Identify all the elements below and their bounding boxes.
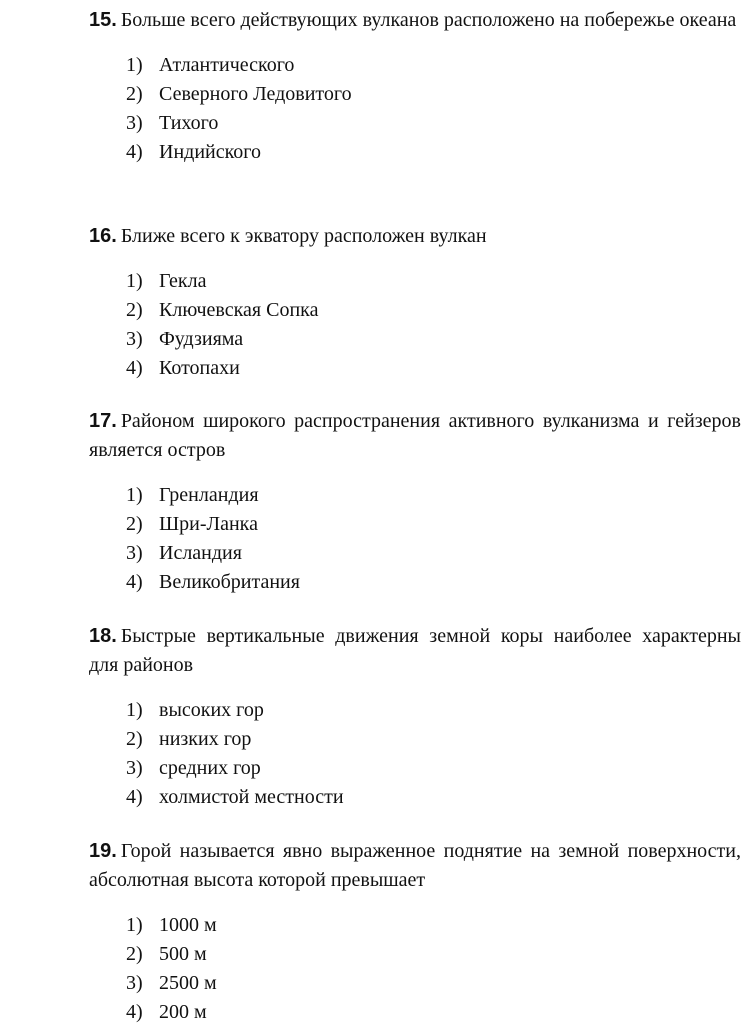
option-number: 4) (126, 141, 143, 163)
option-number: 3) (126, 757, 143, 779)
answer-option[interactable] (89, 296, 741, 325)
option-number: 1) (126, 270, 143, 292)
option-text: Исландия (159, 542, 242, 564)
option-number: 2) (126, 513, 143, 535)
option-text: высоких гор (159, 699, 264, 721)
answer-option[interactable] (89, 969, 741, 998)
answer-option[interactable] (89, 754, 741, 783)
answer-option[interactable] (89, 783, 741, 812)
option-text: низких гор (159, 728, 252, 750)
question-stem (89, 837, 741, 895)
question-number: 17. (89, 410, 117, 432)
option-text: 200 м (159, 1001, 207, 1023)
question-text: Больше всего действующих вулканов расположено на побережье океана (120, 9, 737, 31)
answer-option[interactable] (89, 998, 741, 1027)
answer-options (89, 911, 741, 1027)
option-number: 4) (126, 786, 143, 808)
option-number: 3) (126, 542, 143, 564)
option-text: Индийского (159, 141, 262, 163)
option-text: Шри-Ланка (159, 513, 258, 535)
option-number: 2) (126, 728, 143, 750)
answer-option[interactable] (89, 940, 741, 969)
option-number: 1) (126, 699, 143, 721)
option-number: 1) (126, 484, 143, 506)
option-text: 1000 м (159, 914, 217, 936)
option-number: 3) (126, 972, 143, 994)
question-text: Горой называется явно выраженное поднятие на земной поверхности, абсолютная высота которой превышает (89, 840, 741, 891)
answer-option[interactable] (89, 911, 741, 940)
option-text: 2500 м (159, 972, 217, 994)
question-number: 16. (89, 225, 117, 247)
question-stem (89, 6, 741, 35)
answer-option[interactable] (89, 354, 741, 383)
option-number: 1) (126, 54, 143, 76)
option-text: Фудзияма (159, 328, 244, 350)
answer-option[interactable] (89, 539, 741, 568)
question-text: Ближе всего к экватору расположен вулкан (120, 225, 487, 247)
question-stem (89, 222, 741, 251)
question-stem (89, 622, 741, 680)
question-number: 18. (89, 625, 117, 647)
question-text: Районом широкого распространения активного вулканизма и гейзеров является остров (89, 410, 741, 461)
answer-option[interactable] (89, 267, 741, 296)
option-text: холмистой местности (159, 786, 344, 808)
question-16 (89, 222, 741, 383)
option-text: Великобритания (159, 571, 300, 593)
answer-option[interactable] (89, 725, 741, 754)
question-number: 15. (89, 9, 117, 31)
option-text: Котопахи (159, 357, 240, 379)
answer-option[interactable] (89, 568, 741, 597)
answer-options (89, 267, 741, 383)
option-number: 3) (126, 328, 143, 350)
option-number: 4) (126, 357, 143, 379)
answer-options (89, 481, 741, 597)
option-number: 1) (126, 914, 143, 936)
option-text: Гекла (159, 270, 207, 292)
option-number: 3) (126, 112, 143, 134)
question-17 (89, 407, 741, 597)
option-number: 2) (126, 83, 143, 105)
option-text: Ключевская Сопка (159, 299, 319, 321)
answer-option[interactable] (89, 51, 741, 80)
option-number: 2) (126, 299, 143, 321)
answer-options (89, 696, 741, 812)
option-number: 2) (126, 943, 143, 965)
answer-option[interactable] (89, 109, 741, 138)
option-text: 500 м (159, 943, 207, 965)
answer-option[interactable] (89, 138, 741, 167)
question-text: Быстрые вертикальные движения земной коры наиболее характерны для районов (89, 625, 741, 676)
question-15 (89, 6, 741, 167)
option-text: Тихого (159, 112, 219, 134)
option-text: Атлантического (159, 54, 295, 76)
answer-option[interactable] (89, 80, 741, 109)
answer-option[interactable] (89, 510, 741, 539)
option-text: средних гор (159, 757, 261, 779)
option-number: 4) (126, 1001, 143, 1023)
answer-options (89, 51, 741, 167)
answer-option[interactable] (89, 325, 741, 354)
option-text: Северного Ледовитого (159, 83, 352, 105)
question-stem (89, 407, 741, 465)
question-19 (89, 837, 741, 1027)
question-18 (89, 622, 741, 812)
option-number: 4) (126, 571, 143, 593)
question-number: 19. (89, 840, 117, 862)
option-text: Гренландия (159, 484, 259, 506)
answer-option[interactable] (89, 696, 741, 725)
answer-option[interactable] (89, 481, 741, 510)
